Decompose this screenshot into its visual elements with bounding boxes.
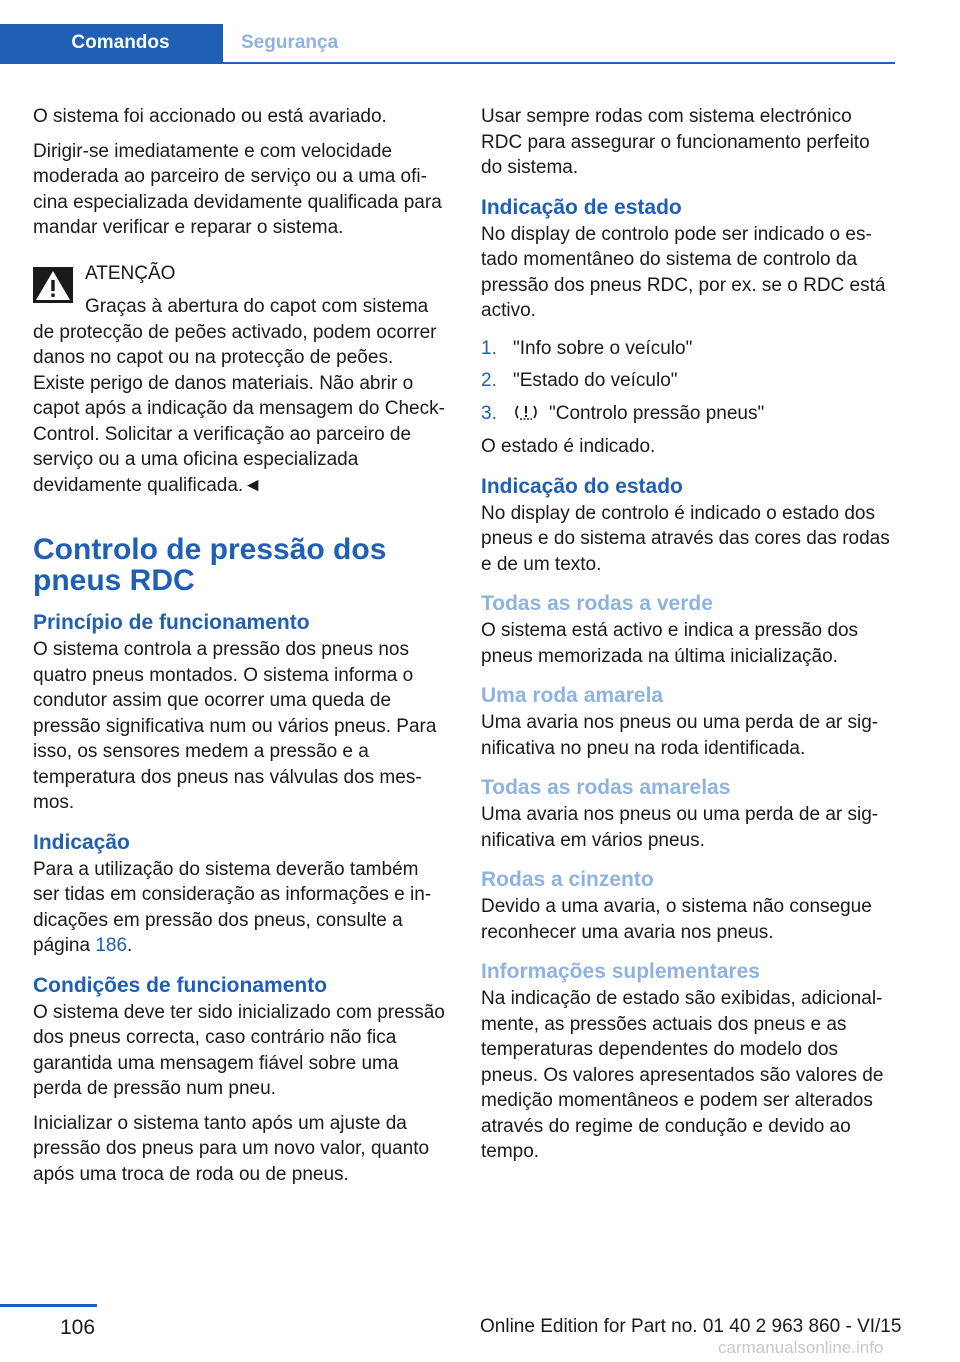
- step-number: 3.: [481, 402, 497, 424]
- paragraph: Uma avaria nos pneus ou uma perda de ar significativa no pneu na roda identificada.: [481, 712, 879, 759]
- paragraph: Dirigir-se imediatamente e com velocidade moderada ao parceiro de serviço ou a uma oficina especializada devidamente qualificada para mandar verificar e reparar o sistema.: [33, 140, 442, 238]
- paragraph: Devido a uma avaria, o sistema não consegue reconhecer uma avaria nos pneus.: [481, 896, 872, 943]
- minor-heading: Informações suplementares: [481, 960, 760, 983]
- warning-block: [33, 261, 448, 499]
- page-reference-link[interactable]: 186: [95, 935, 128, 956]
- subsection-heading: Indicação de estado: [481, 195, 682, 219]
- minor-heading: Rodas a cinzento: [481, 868, 654, 891]
- right-column: [481, 104, 896, 1174]
- paragraph: Inicializar o sistema tanto após um ajuste da pressão dos pneus para um novo valor, quanto após uma troca de roda ou de pneus.: [33, 1112, 430, 1185]
- list-item: [481, 336, 896, 362]
- warning-title: ATENÇÃO: [85, 262, 176, 284]
- paragraph: O sistema controla a pressão dos pneus nos quatro pneus montados. O sistema informa o condutor assim que ocorrer uma queda de pressão significativa num ou vários pneus. Para isso, os sensores medem a pressão e a temperatura dos pneus nas válvulas dos mesmos.: [33, 639, 437, 813]
- step-number: 2.: [481, 370, 497, 391]
- steps-list: [481, 336, 896, 427]
- paragraph: O estado é indicado.: [481, 436, 656, 457]
- paragraph: Usar sempre rodas com sistema electrónico RDC para assegurar o funcionamento perfeito do sistema.: [481, 106, 870, 178]
- paragraph: No display de controlo pode ser indicado o estado momentâneo do sistema de controlo da pressão dos pneus RDC, por ex. se o RDC está activo.: [481, 223, 886, 321]
- step-text: "Info sobre o veículo": [513, 337, 693, 359]
- paragraph: O sistema está activo e indica a pressão dos pneus memorizada na última inicialização.: [481, 620, 859, 667]
- subsection-heading: Condições de funcionamento: [33, 973, 328, 997]
- paragraph: No display de controlo é indicado o estado dos pneus e do sistema através das cores das rodas e de um texto.: [481, 502, 890, 575]
- paragraph: O sistema foi accionado ou está avariado.: [33, 106, 387, 127]
- list-item: [481, 368, 896, 394]
- page-number: 106: [60, 1316, 96, 1339]
- tab-comandos[interactable]: Comandos: [0, 24, 223, 62]
- minor-heading: Todas as rodas a verde: [481, 592, 713, 615]
- chapter-tabbar: [0, 24, 895, 64]
- step-text: "Controlo pressão pneus": [513, 401, 764, 427]
- edition-text: Online Edition for Part no. 01 40 2 963 860 - VI/15: [480, 1316, 902, 1337]
- list-item: [481, 401, 896, 427]
- footer-rule: [0, 1304, 97, 1307]
- step-number: 1.: [481, 337, 497, 359]
- paragraph: Na indicação de estado são exibidas, adicionalmente, as pressões actuais dos pneus e as temperaturas dependentes do modelo dos pneus. Os valores apresentados são valores de medição momentâneos e podem ser alterados através do regime de condução e devido ao tempo.: [481, 988, 884, 1162]
- left-column: [33, 104, 448, 1196]
- tire-pressure-icon: [513, 403, 539, 421]
- paragraph: O sistema deve ter sido inicializado com pressão dos pneus correcta, caso contrário não fica garantida uma mensagem fiável sobre uma perda de pressão num pneu.: [33, 1001, 445, 1099]
- subsection-heading: Indicação do estado: [481, 474, 683, 498]
- subsection-heading: Indicação: [33, 830, 130, 854]
- subsection-heading: Princípio de funcionamento: [33, 611, 310, 634]
- section-title: Controlo de pressão dos pneus RDC: [33, 533, 387, 597]
- step-text: "Estado do veículo": [513, 370, 678, 391]
- minor-heading: Uma roda amarela: [481, 684, 664, 707]
- warning-body: Graças à abertura do capot com sistema de protecção de peões activado, podem ocorrer danos no capot ou na protecção de peões. Existe perigo de danos materiais. Não abrir o capot após a indicação da mensagem do Check-Control. Solicitar a verificação ao parceiro de serviço ou a uma oficina especializada devidamente qualificada.◄: [33, 296, 445, 496]
- warning-triangle-icon: [33, 267, 73, 303]
- minor-heading: Todas as rodas amarelas: [481, 776, 731, 799]
- tab-seguranca[interactable]: Segurança: [241, 32, 339, 53]
- paragraph: Uma avaria nos pneus ou uma perda de ar significativa em vários pneus.: [481, 804, 879, 851]
- watermark: carmanualsonline.info: [718, 1338, 884, 1357]
- paragraph: Para a utilização do sistema deverão também ser tidas em consideração as informações e indicações em pressão dos pneus, consulte a página 186.: [33, 858, 432, 956]
